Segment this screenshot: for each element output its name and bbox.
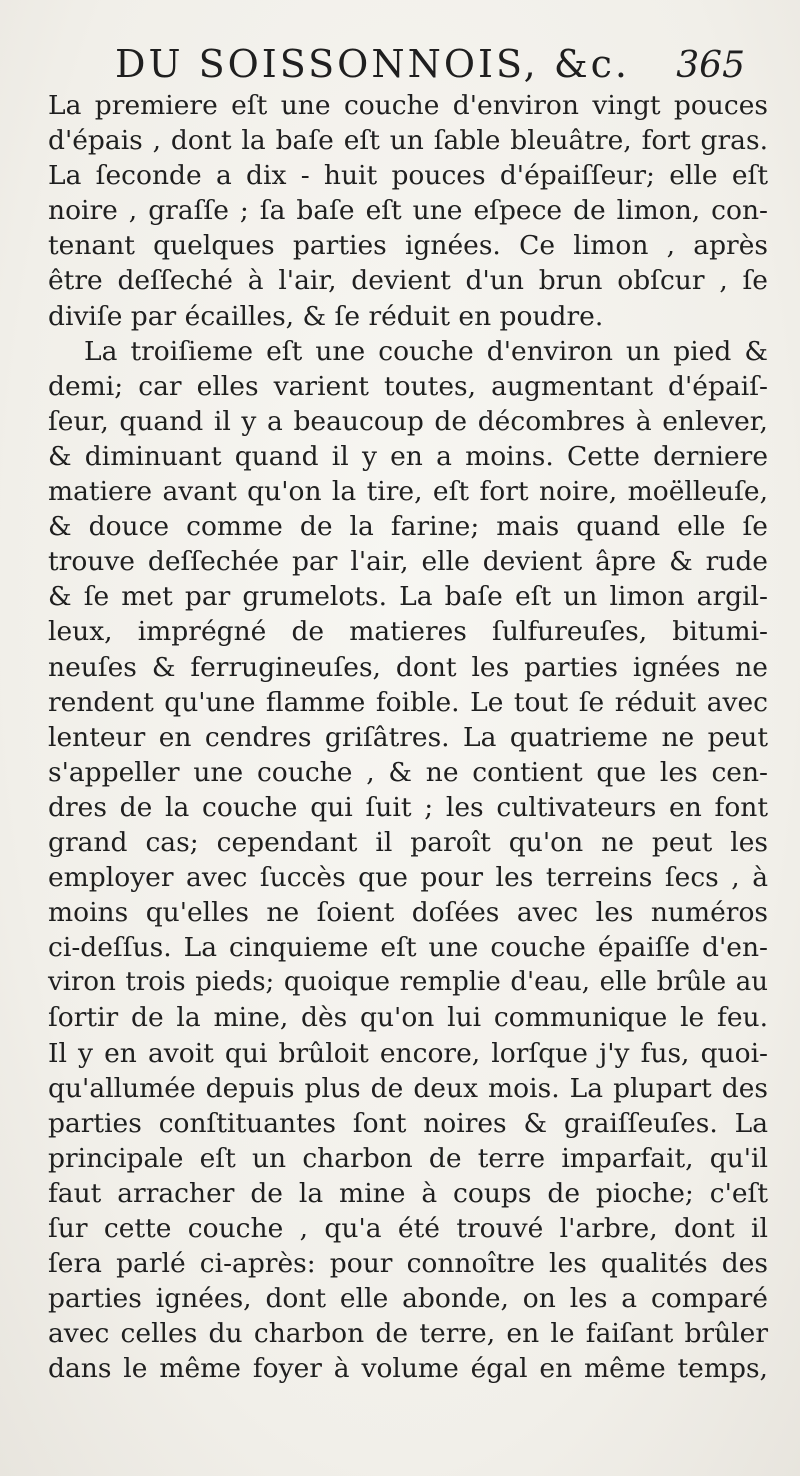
text-line: parties ignées, dont elle abonde, on les a comparé [48, 1283, 768, 1315]
text-line: parties conſtituantes ſont noires & graiſſeuſes. La [48, 1107, 768, 1139]
text-line: matiere avant qu'on la tire, eſt fort noire, moëlleuſe, [48, 476, 768, 508]
text-line: employer avec ſuccès que pour les terreins ſecs , à [48, 862, 768, 894]
text-line: principale eſt un charbon de terre imparfait, qu'il [48, 1142, 768, 1174]
text-line: ſortir de la mine, dès qu'on lui communique le feu. [48, 1002, 768, 1034]
text-line: qu'allumée depuis plus de deux mois. La plupart des [48, 1072, 768, 1104]
text-line: dans le même foyer à volume égal en même temps, [48, 1353, 768, 1385]
text-line: d'épais , dont la baſe eſt un ſable bleuâtre, fort gras. [48, 125, 768, 157]
page-header [115, 42, 745, 90]
text-line: viron trois pieds; quoique remplie d'eau, elle brûle au [48, 967, 768, 998]
text-line: ſera parlé ci-après: pour connoître les qualités des [48, 1248, 768, 1280]
text-line: ci-deſſus. La cinquieme eſt une couche épaiſſe d'en- [48, 932, 768, 964]
text-line: tenant quelques parties ignées. Ce limon , après [48, 230, 768, 262]
text-line: grand cas; cependant il paroît qu'on ne peut les [48, 826, 768, 858]
page-number: 365 [676, 45, 745, 86]
text-line: faut arracher de la mine à coups de pioche; c'eſt [48, 1177, 768, 1209]
text-line: La troiſieme eſt une couche d'environ un pied & [84, 335, 768, 367]
text-line: & ſe met par grumelots. La baſe eſt un limon argil- [48, 581, 768, 613]
text-line: & douce comme de la farine; mais quand elle ſe [48, 511, 768, 543]
text-line: & diminuant quand il y en a moins. Cette derniere [48, 440, 768, 472]
text-line: neuſes & ferrugineuſes, dont les parties ignées ne [48, 651, 768, 683]
text-line: ſeur, quand il y a beaucoup de décombres à enlever, [48, 405, 768, 437]
text-line: noire , graſſe ; ſa baſe eſt une eſpece de limon, con- [48, 195, 768, 227]
text-block [48, 88, 768, 1386]
text-line: trouve deſſechée par l'air, elle devient âpre & rude [48, 546, 768, 578]
text-line: leux, imprégné de matieres ſulfureuſes, bitumi- [48, 616, 768, 648]
text-line: dres de la couche qui ſuit ; les cultivateurs en font [48, 791, 768, 823]
text-line: Il y en avoit qui brûloit encore, lorſque j'y fus, quoi- [48, 1037, 768, 1069]
running-head: DU SOISSONNOIS, &c. [115, 42, 631, 86]
text-line: demi; car elles varient toutes, augmentant d'épaiſ- [48, 370, 768, 402]
text-line: La ſeconde a dix - huit pouces d'épaiſſeur; elle eſt [48, 160, 768, 192]
text-line: rendent qu'une flamme foible. Le tout ſe réduit avec [48, 686, 768, 718]
text-line: La premiere eſt une couche d'environ vingt pouces [48, 90, 768, 121]
text-line: avec celles du charbon de terre, en le faiſant brûler [48, 1318, 768, 1350]
text-line: ſur cette couche , qu'a été trouvé l'arbre, dont il [48, 1213, 768, 1244]
text-line: diviſe par écailles, & ſe réduit en poudre. [48, 300, 604, 332]
text-line: être deſſeché à l'air, devient d'un brun obſcur , ſe [48, 265, 768, 297]
text-line: lenteur en cendres griſâtres. La quatrieme ne peut [48, 721, 768, 753]
text-line: moins qu'elles ne ſoient doſées avec les numéros [48, 897, 768, 929]
text-line: s'appeller une couche , & ne contient que les cen- [48, 756, 768, 788]
